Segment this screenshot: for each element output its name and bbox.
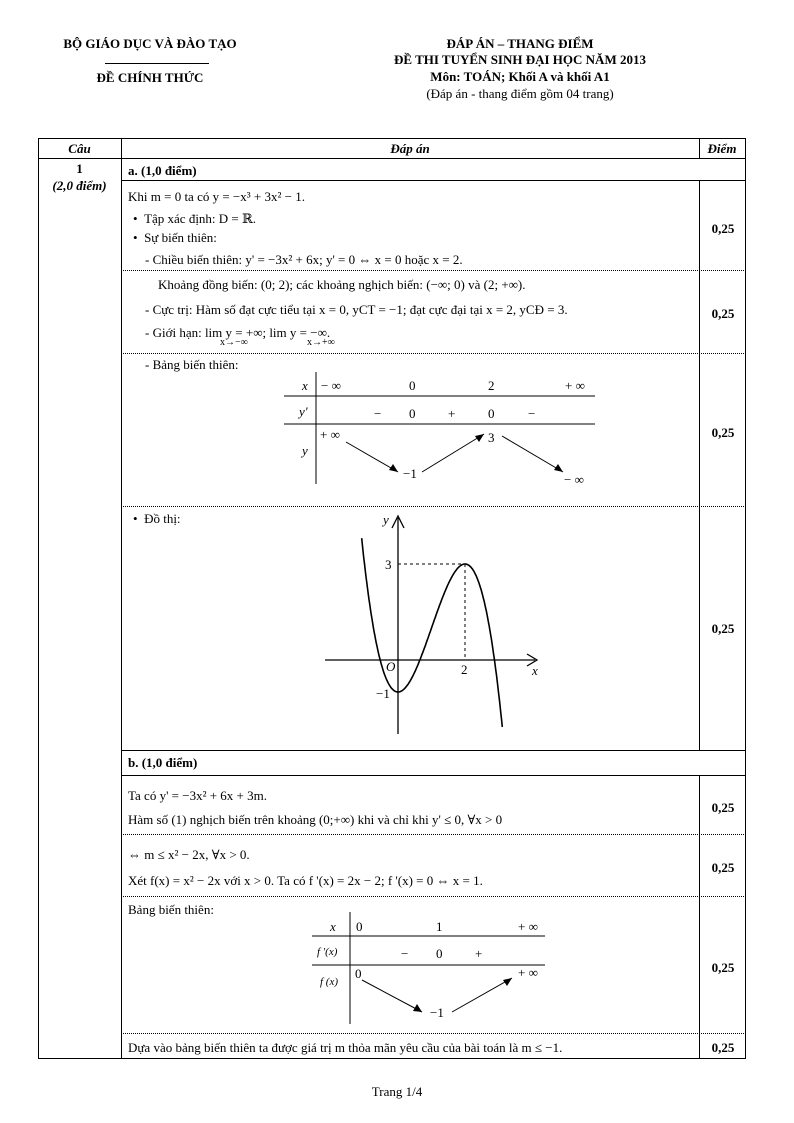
score-a4: 0,25 [711, 621, 735, 636]
part-b-line1: Ta có y' = −3x² + 6x + 3m. [128, 788, 268, 803]
table-a-y-0: + ∞ [320, 427, 340, 442]
table-a-y-2: 3 [488, 430, 495, 445]
part-a-line8: - Bảng biến thiên: [145, 357, 239, 372]
part-a-line7: - Giới hạn: lim y = +∞; lim y = −∞. [145, 325, 331, 340]
graph-tick-x2: 2 [461, 662, 468, 677]
col-header-score: Điểm [707, 141, 737, 156]
score-a3: 0,25 [711, 425, 735, 440]
table-a-x-2: 2 [488, 378, 495, 393]
bullet-domain: • Tập xác định: D = ℝ. [133, 211, 257, 226]
graph-x-axis-label: x [532, 663, 538, 678]
table-b-x-1: 1 [436, 919, 443, 934]
part-b-line2: Hàm số (1) nghịch biến trên khoảng (0;+∞) khi và chỉ khi y' ≤ 0, ∀x > 0 [128, 812, 503, 827]
table-b-f-0: 0 [355, 966, 362, 981]
part-b-title: b. (1,0 điểm) [128, 755, 198, 770]
table-a-x-label: x [302, 378, 308, 393]
question-number: 1 [76, 161, 83, 176]
part-a-line6: - Cực trị: Hàm số đạt cực tiểu tại x = 0, yCT = −1; đạt cực đại tại x = 2, yCĐ = 3. [145, 302, 568, 317]
part-b-line4: Xét f(x) = x² − 2x với x > 0. Ta có f '(x) = 2x − 2; f '(x) = 0 ⇔ x = 1. [128, 873, 483, 888]
lim1-sub: x→−∞ [220, 337, 248, 348]
score-b4: 0,25 [711, 1040, 735, 1055]
part-a-title: a. (1,0 điểm) [128, 163, 197, 178]
part-b-line3: ⇔ m ≤ x² − 2x, ∀x > 0. [128, 847, 250, 862]
part-b-line5: Bảng biến thiên: [128, 902, 214, 917]
table-b-x-2: + ∞ [518, 919, 538, 934]
part-b-line6: Dựa vào bảng biến thiên ta được giá trị m thỏa mãn yêu cầu của bài toán là m ≤ −1. [128, 1040, 563, 1055]
bullet-variation: • Sự biến thiên: [133, 230, 217, 245]
table-b-f-label: f (x) [320, 976, 339, 988]
official-label: ĐỀ CHÍNH THỨC [96, 70, 204, 85]
table-b-f-2: + ∞ [518, 965, 538, 980]
score-b3: 0,25 [711, 960, 735, 975]
part-a-line3: Sự biến thiên: [144, 230, 217, 245]
bullet-graph: • Đồ thị: [133, 511, 181, 526]
table-a-y-label: y [302, 443, 308, 458]
table-b-x-0: 0 [356, 919, 363, 934]
table-a-y-3: − ∞ [564, 472, 584, 487]
table-a-yp-3: 0 [488, 406, 495, 421]
page-count-note: (Đáp án - thang điểm gồm 04 trang) [426, 86, 614, 101]
score-b2: 0,25 [711, 860, 735, 875]
col-header-question: Câu [68, 141, 91, 156]
subject-line: Môn: TOÁN; Khối A và khối A1 [430, 69, 610, 84]
page-number: Trang 1/4 [371, 1084, 423, 1099]
table-a-yp-0: − [374, 406, 382, 421]
part-a-line4: - Chiều biến thiên: y' = −3x² + 6x; y' = 0 ⇔ x = 0 hoặc x = 2. [145, 252, 463, 267]
part-a-line5: Khoảng đồng biến: (0; 2); các khoảng nghịch biến: (−∞; 0) và (2; +∞). [158, 277, 526, 292]
cubic-graph [320, 512, 545, 737]
answer-title: ĐÁP ÁN – THANG ĐIỂM [446, 36, 594, 51]
table-b-fp-label: f '(x) [317, 946, 338, 958]
graph-label: Đồ thị: [144, 511, 181, 526]
table-a-y-1: −1 [403, 466, 417, 481]
lim2-sub: x→+∞ [307, 337, 335, 348]
graph-origin-label: O [386, 659, 396, 674]
ministry-name: BỘ GIÁO DỤC VÀ ĐÀO TẠO [63, 36, 237, 51]
graph-tick-y3: 3 [385, 557, 392, 572]
graph-tick-ym1: −1 [376, 686, 390, 701]
score-a1: 0,25 [711, 221, 735, 236]
graph-y-axis-label: y [383, 512, 389, 527]
table-a-x-0: − ∞ [321, 378, 341, 393]
part-a-line1: Khi m = 0 ta có y = −x³ + 3x² − 1. [128, 189, 305, 204]
score-b1: 0,25 [711, 800, 735, 815]
score-a2: 0,25 [711, 306, 735, 321]
table-a-x-1: 0 [409, 378, 416, 393]
table-b-fp-0: − [401, 946, 409, 961]
table-a-x-3: + ∞ [565, 378, 585, 393]
part-a-line2: Tập xác định: D = ℝ. [144, 211, 257, 226]
table-a-yp-label: y' [299, 404, 308, 419]
table-b-x-label: x [330, 919, 336, 934]
question-points: (2,0 điểm) [52, 178, 107, 193]
table-a-yp-4: − [528, 406, 536, 421]
header-rule [105, 63, 209, 64]
table-a-yp-1: 0 [409, 406, 416, 421]
col-header-answer: Đáp án [390, 141, 430, 156]
exam-title: ĐỀ THI TUYỂN SINH ĐẠI HỌC NĂM 2013 [394, 52, 646, 67]
table-b-f-1: −1 [430, 1005, 444, 1020]
table-b-fp-2: + [475, 946, 483, 961]
table-a-yp-2: + [448, 406, 456, 421]
table-b-fp-1: 0 [436, 946, 443, 961]
